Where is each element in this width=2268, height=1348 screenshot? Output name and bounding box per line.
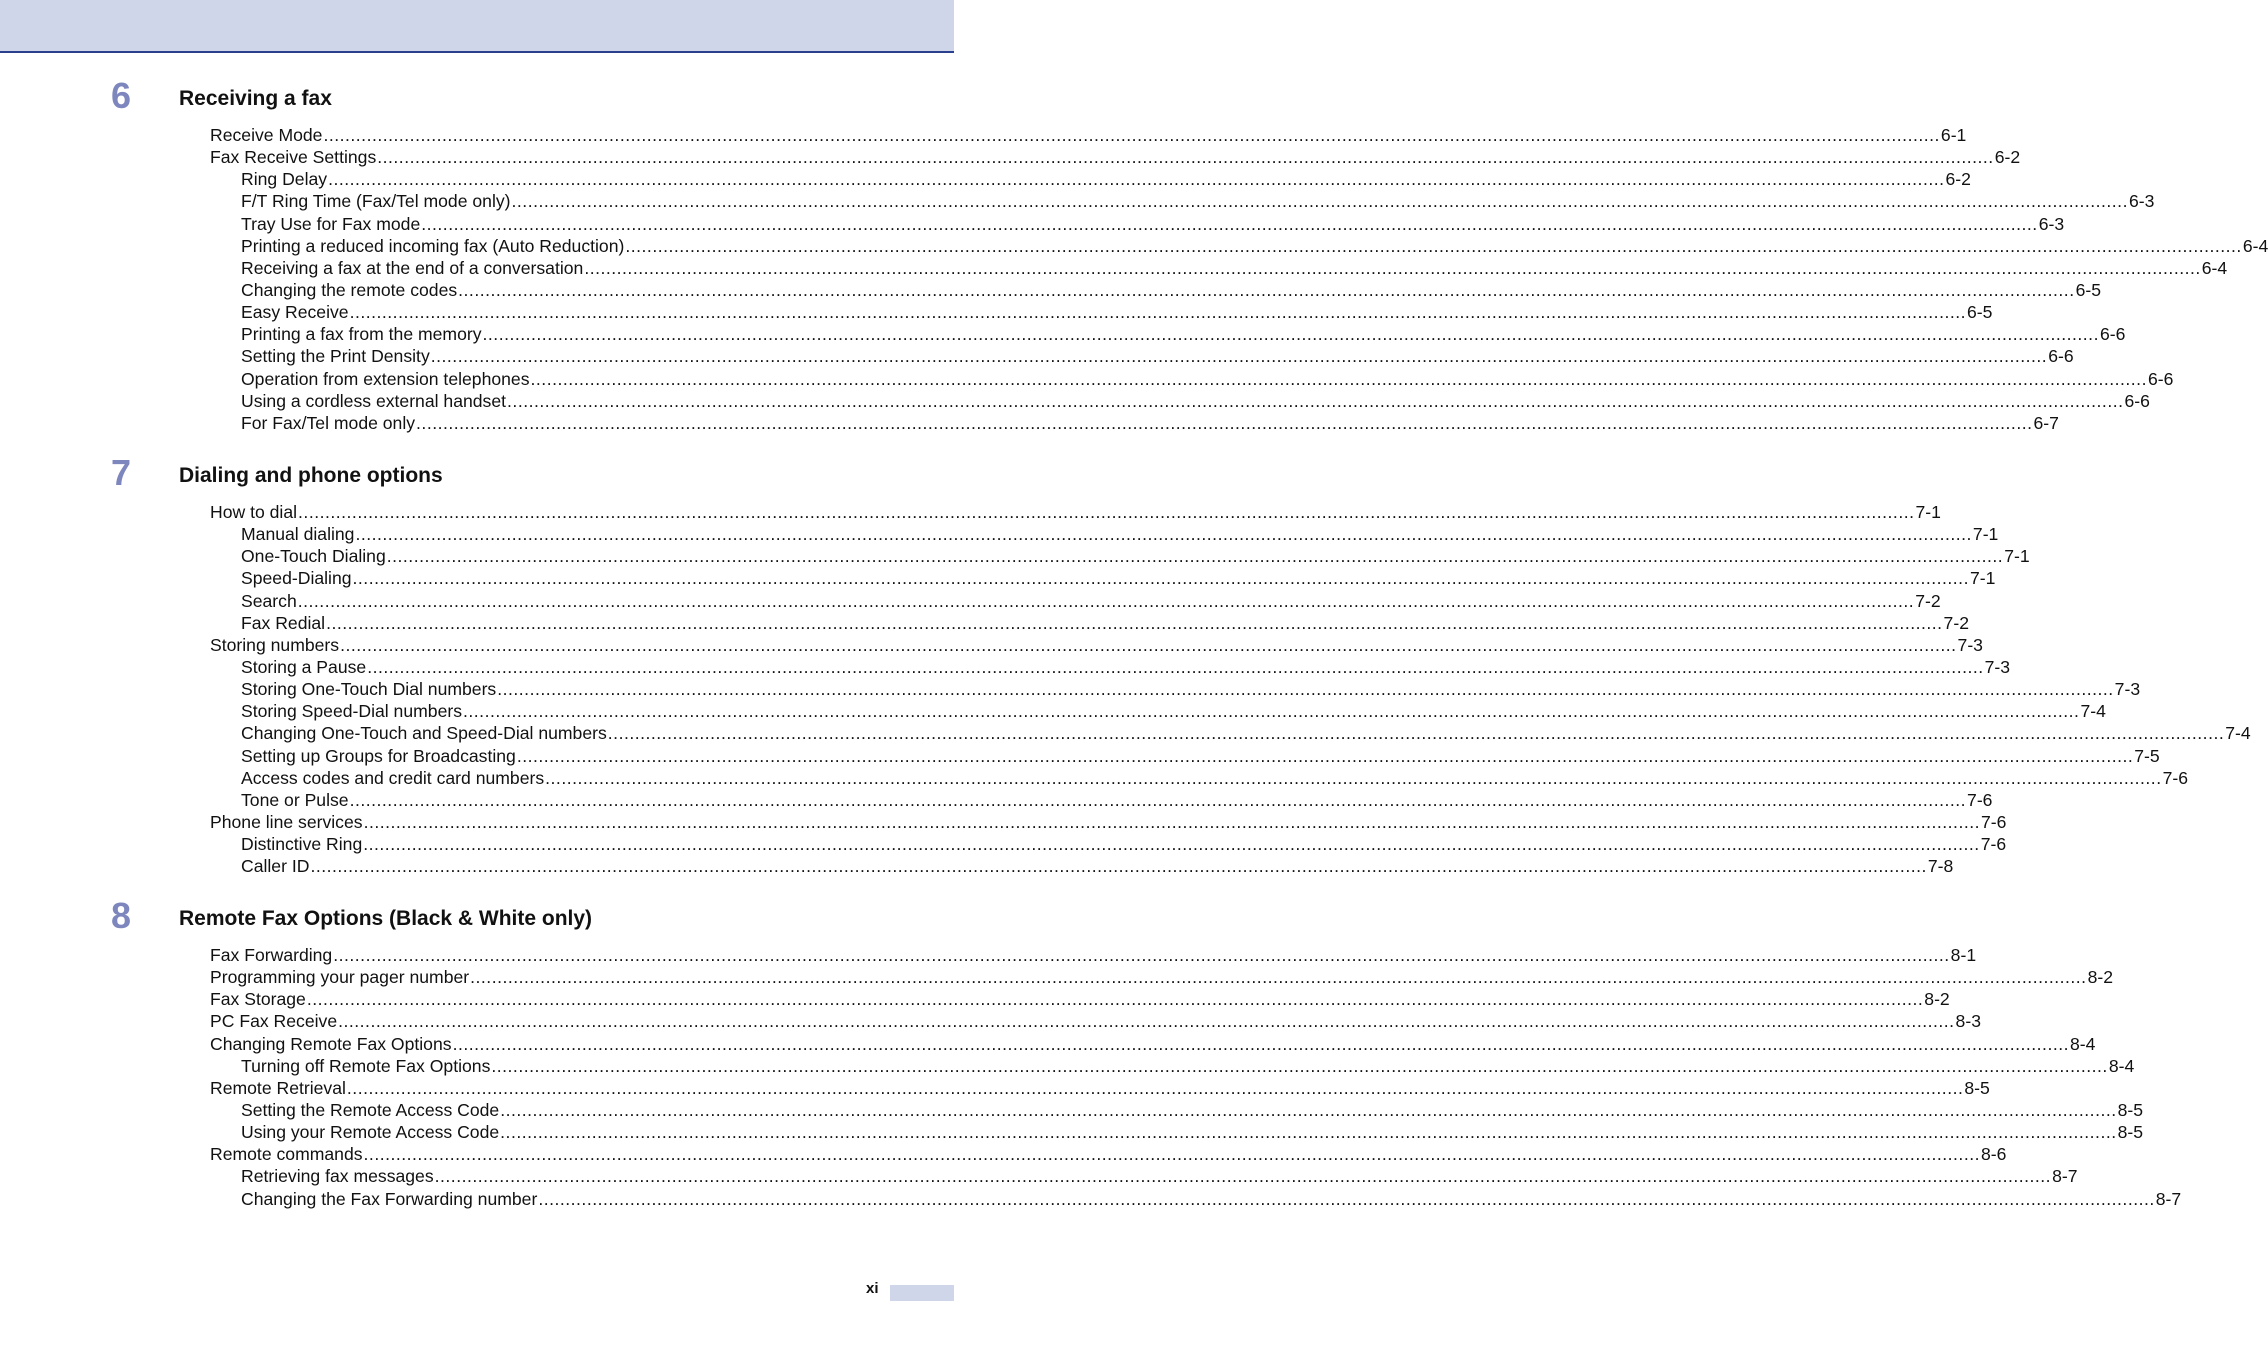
toc-entry[interactable] (0, 678, 2141, 700)
toc-entry[interactable] (0, 124, 1967, 146)
toc-entry-page: 6-6 (2147, 368, 2174, 389)
dot-leader: ............................................................................................................................................................................................................................................................................................................ (500, 1122, 2117, 1143)
toc-entry-label: Fax Storage (210, 989, 306, 1010)
toc-entry[interactable] (0, 612, 1969, 634)
toc-entry-label: Search (241, 590, 297, 611)
toc-entry[interactable] (0, 789, 1993, 811)
toc-entry-label: Storing a Pause (241, 656, 367, 677)
toc-entry[interactable] (0, 590, 1941, 612)
toc-entry-page: 8-7 (2155, 1188, 2182, 1209)
toc-entry[interactable] (0, 811, 2007, 833)
toc-entry-page: 8-3 (1955, 1011, 1981, 1032)
dot-leader: ............................................................................................................................................................................................................................................................................................................ (355, 524, 1972, 545)
dot-leader: ............................................................................................................................................................................................................................................................................................................ (497, 679, 2114, 700)
toc-entry-label: Speed-Dialing (241, 568, 352, 589)
toc-entry-label: Fax Redial (241, 612, 326, 633)
toc-entry-page: 7-3 (1957, 634, 1983, 655)
toc-entry-label: Changing One-Touch and Speed-Dial numbers (241, 723, 607, 744)
toc-entry-page: 7-1 (1915, 502, 1941, 522)
toc-entry-page: 8-1 (1950, 945, 1977, 965)
toc-entry[interactable] (0, 944, 1977, 966)
toc-entry-page: 6-4 (2242, 235, 2268, 256)
toc-entry-page: 7-5 (2134, 745, 2160, 766)
dot-leader: ............................................................................................................................................................................................................................................................................................................ (421, 213, 2038, 234)
toc-entry-page: 7-6 (1980, 834, 2007, 855)
toc-entry[interactable] (0, 1165, 2078, 1187)
dot-leader: ............................................................................................................................................................................................................................................................................................................ (416, 412, 2033, 433)
toc-entry-page: 7-3 (2114, 679, 2141, 700)
toc-entry-page: 6-6 (2124, 390, 2150, 411)
footer-band (890, 1285, 954, 1301)
toc-entry-label: Receive Mode (210, 125, 323, 145)
toc-entry-label: PC Fax Receive (210, 1011, 338, 1032)
toc-entry-page: 6-4 (2201, 257, 2228, 278)
dot-leader: ............................................................................................................................................................................................................................................................................................................ (349, 789, 1967, 810)
toc-entry-page: 6-2 (1994, 147, 2021, 168)
dot-leader: ............................................................................................................................................................................................................................................................................................................ (458, 279, 2075, 300)
toc-entry[interactable] (0, 855, 1954, 877)
chapter-title: Dialing and phone options (179, 464, 443, 487)
dot-leader: ............................................................................................................................................................................................................................................................................................................ (346, 1077, 1964, 1098)
dot-leader: ............................................................................................................................................................................................................................................................................................................ (297, 590, 1915, 611)
dot-leader: ............................................................................................................................................................................................................................................................................................................ (352, 568, 1969, 589)
dot-leader: ............................................................................................................................................................................................................................................................................................................ (386, 546, 2004, 567)
toc-entry-page: 7-6 (2162, 767, 2189, 788)
toc-entry-label: Changing the Fax Forwarding number (241, 1188, 538, 1209)
dot-leader: ............................................................................................................................................................................................................................................................................................................ (538, 1188, 2155, 1209)
toc-entry[interactable] (0, 523, 1999, 545)
toc-entry-label: Access codes and credit card numbers (241, 767, 545, 788)
toc-entry-page: 7-4 (2080, 701, 2106, 722)
dot-leader: ............................................................................................................................................................................................................................................................................................................ (607, 723, 2225, 744)
toc-entry-label: Storing Speed-Dial numbers (241, 701, 463, 722)
toc-entry-label: Using your Remote Access Code (241, 1122, 500, 1143)
toc-entry[interactable] (0, 257, 2228, 279)
dot-leader: ............................................................................................................................................................................................................................................................................................................ (326, 612, 1943, 633)
toc-entry-page: 6-5 (1967, 302, 1993, 323)
toc-entry[interactable] (0, 1188, 2182, 1210)
dot-leader: ............................................................................................................................................................................................................................................................................................................ (338, 1011, 1955, 1032)
toc-entry-page: 7-2 (1943, 612, 1969, 633)
dot-leader: ............................................................................................................................................................................................................................................................................................................ (482, 324, 2099, 345)
dot-leader: ............................................................................................................................................................................................................................................................................................................ (306, 989, 1924, 1010)
page-number: xi (866, 1280, 879, 1297)
toc-entry-page: 7-6 (1981, 811, 2007, 832)
toc-entry-page: 7-4 (2225, 723, 2251, 744)
toc-entry[interactable] (0, 988, 1950, 1010)
toc-entry[interactable] (0, 301, 1993, 323)
toc-entry[interactable] (0, 722, 2251, 744)
toc-entry-page: 6-5 (2075, 279, 2102, 300)
dot-leader: ............................................................................................................................................................................................................................................................................................................ (452, 1033, 2069, 1054)
toc-entry-label: Changing Remote Fax Options (210, 1033, 452, 1054)
toc-entry[interactable] (0, 1033, 2096, 1055)
toc-entry[interactable] (0, 833, 2007, 855)
toc-entry-page: 7-6 (1967, 789, 1993, 810)
dot-leader: ............................................................................................................................................................................................................................................................................................................ (298, 502, 1915, 522)
toc-entry-label: Ring Delay (241, 169, 328, 190)
toc-entry-page: 6-6 (2048, 346, 2074, 367)
toc-entry[interactable] (0, 412, 2059, 434)
toc-entry-label: Using a cordless external handset (241, 390, 507, 411)
toc-entry[interactable] (0, 767, 2189, 789)
toc-entry-page: 7-1 (1969, 568, 1996, 589)
toc-entry[interactable] (0, 501, 1941, 523)
toc-entry-label: One-Touch Dialing (241, 546, 386, 567)
toc-entry[interactable] (0, 323, 2126, 345)
toc-entry-page: 8-7 (2052, 1166, 2078, 1187)
toc-entry[interactable] (0, 146, 2021, 168)
chapter-number: 8 (111, 895, 132, 936)
dot-leader: ............................................................................................................................................................................................................................................................................................................ (545, 767, 2162, 788)
toc-entry-label: Remote commands (210, 1144, 363, 1165)
toc-entry-page: 8-4 (2108, 1055, 2135, 1076)
toc-entry-label: Manual dialing (241, 524, 355, 545)
toc-entry-label: Remote Retrieval (210, 1077, 346, 1098)
dot-leader: ............................................................................................................................................................................................................................................................................................................ (625, 235, 2242, 256)
dot-leader: ............................................................................................................................................................................................................................................................................................................ (349, 302, 1967, 323)
header-band (0, 0, 954, 53)
toc-entries (0, 944, 2182, 1210)
toc-entry-label: Storing One-Touch Dial numbers (241, 679, 497, 700)
toc-entry-page: 6-3 (2128, 191, 2155, 212)
dot-leader: ............................................................................................................................................................................................................................................................................................................ (430, 346, 2048, 367)
toc-entry-page: 8-6 (1980, 1144, 2007, 1165)
dot-leader: ............................................................................................................................................................................................................................................................................................................ (310, 856, 1927, 877)
toc-entry[interactable] (0, 700, 2106, 722)
toc-entry-label: Caller ID (241, 856, 310, 877)
toc-entry-label: Setting the Remote Access Code (241, 1099, 500, 1120)
dot-leader: ............................................................................................................................................................................................................................................................................................................ (363, 811, 1980, 832)
toc-entries (0, 501, 2251, 877)
dot-leader: ............................................................................................................................................................................................................................................................................................................ (367, 656, 1984, 677)
toc-entry-page: 7-1 (1972, 524, 1999, 545)
toc-entry-page: 6-6 (2099, 324, 2126, 345)
dot-leader: ............................................................................................................................................................................................................................................................................................................ (377, 147, 1994, 168)
toc-entry[interactable] (0, 279, 2102, 301)
toc-entry[interactable] (0, 1077, 1990, 1099)
toc-entry[interactable] (0, 545, 2030, 567)
toc-entry-page: 6-7 (2033, 412, 2059, 433)
toc-entry-label: Printing a reduced incoming fax (Auto Reduction) (241, 235, 625, 256)
toc-entry-page: 8-5 (1964, 1077, 1990, 1098)
toc-entry[interactable] (0, 745, 2160, 767)
toc-entry-label: Printing a fax from the memory (241, 324, 482, 345)
toc-entry-label: Tone or Pulse (241, 789, 349, 810)
toc-entry-label: Phone line services (210, 811, 363, 832)
toc-entry[interactable] (0, 1055, 2135, 1077)
toc-entry-label: Setting up Groups for Broadcasting (241, 745, 516, 766)
toc-entry-label: Setting the Print Density (241, 346, 430, 367)
toc-entry-page: 6-2 (1945, 169, 1971, 190)
toc-entry-page: 7-1 (2004, 546, 2030, 567)
dot-leader: ............................................................................................................................................................................................................................................................................................................ (491, 1055, 2108, 1076)
dot-leader: ............................................................................................................................................................................................................................................................................................................ (507, 390, 2124, 411)
toc-entry-label: How to dial (210, 502, 298, 522)
toc-entry[interactable] (0, 1143, 2007, 1165)
toc-entry-label: Fax Receive Settings (210, 147, 377, 168)
toc-entry-label: Fax Forwarding (210, 945, 333, 965)
toc-entry-page: 8-2 (2087, 967, 2114, 988)
dot-leader: ............................................................................................................................................................................................................................................................................................................ (463, 701, 2080, 722)
toc-entry-page: 8-5 (2117, 1099, 2144, 1120)
chapter-title: Receiving a fax (179, 87, 332, 110)
toc-entry[interactable] (0, 567, 1996, 589)
toc-entry-page: 7-3 (1984, 656, 2011, 677)
toc-entry-label: Storing numbers (210, 634, 340, 655)
toc-entry-label: For Fax/Tel mode only (241, 412, 416, 433)
dot-leader: ............................................................................................................................................................................................................................................................................................................ (470, 967, 2087, 988)
toc-entry[interactable] (0, 235, 2268, 257)
toc-entry-label: F/T Ring Time (Fax/Tel mode only) (241, 191, 511, 212)
toc-entry[interactable] (0, 1099, 2144, 1121)
chapter-number: 7 (111, 452, 132, 493)
dot-leader: ............................................................................................................................................................................................................................................................................................................ (434, 1166, 2052, 1187)
toc-entry[interactable] (0, 634, 1983, 656)
toc-entry[interactable] (0, 190, 2155, 212)
toc-entry[interactable] (0, 390, 2150, 412)
toc-entry-page: 7-2 (1915, 590, 1941, 611)
toc-entry[interactable] (0, 966, 2114, 988)
dot-leader: ............................................................................................................................................................................................................................................................................................................ (584, 257, 2201, 278)
toc-entries (0, 124, 2268, 434)
toc-entry[interactable] (0, 213, 2065, 235)
toc-entry-page: 6-1 (1940, 125, 1967, 145)
toc-entry[interactable] (0, 345, 2074, 367)
toc-entry-label: Distinctive Ring (241, 834, 363, 855)
toc-entry-label: Turning off Remote Fax Options (241, 1055, 491, 1076)
toc-entry-label: Retrieving fax messages (241, 1166, 434, 1187)
toc-entry-page: 8-5 (2117, 1122, 2144, 1143)
chapter-title: Remote Fax Options (Black & White only) (179, 907, 593, 930)
toc-entry-page: 8-2 (1924, 989, 1950, 1010)
dot-leader: ............................................................................................................................................................................................................................................................................................................ (323, 125, 1940, 145)
toc-entry-label: Receiving a fax at the end of a conversation (241, 257, 584, 278)
chapter-number: 6 (111, 75, 132, 116)
dot-leader: ............................................................................................................................................................................................................................................................................................................ (363, 834, 1980, 855)
dot-leader: ............................................................................................................................................................................................................................................................................................................ (363, 1144, 1980, 1165)
dot-leader: ............................................................................................................................................................................................................................................................................................................ (511, 191, 2128, 212)
toc-entry-label: Programming your pager number (210, 967, 470, 988)
dot-leader: ............................................................................................................................................................................................................................................................................................................ (530, 368, 2147, 389)
toc-entry[interactable] (0, 1010, 1981, 1032)
toc-entry[interactable] (0, 368, 2174, 390)
toc-entry-label: Easy Receive (241, 302, 349, 323)
toc-entry[interactable] (0, 168, 1971, 190)
toc-entry-page: 8-4 (2070, 1033, 2096, 1054)
dot-leader: ............................................................................................................................................................................................................................................................................................................ (340, 634, 1957, 655)
toc-entry-label: Changing the remote codes (241, 279, 458, 300)
dot-leader: ............................................................................................................................................................................................................................................................................................................ (516, 745, 2134, 766)
toc-entry[interactable] (0, 656, 2011, 678)
toc-entry[interactable] (0, 1121, 2144, 1143)
toc-entry-label: Tray Use for Fax mode (241, 213, 421, 234)
toc-entry-page: 7-8 (1927, 856, 1954, 877)
dot-leader: ............................................................................................................................................................................................................................................................................................................ (333, 945, 1950, 965)
dot-leader: ............................................................................................................................................................................................................................................................................................................ (500, 1099, 2117, 1120)
dot-leader: ............................................................................................................................................................................................................................................................................................................ (328, 169, 1945, 190)
toc-entry-page: 6-3 (2038, 213, 2065, 234)
toc-entry-label: Operation from extension telephones (241, 368, 530, 389)
